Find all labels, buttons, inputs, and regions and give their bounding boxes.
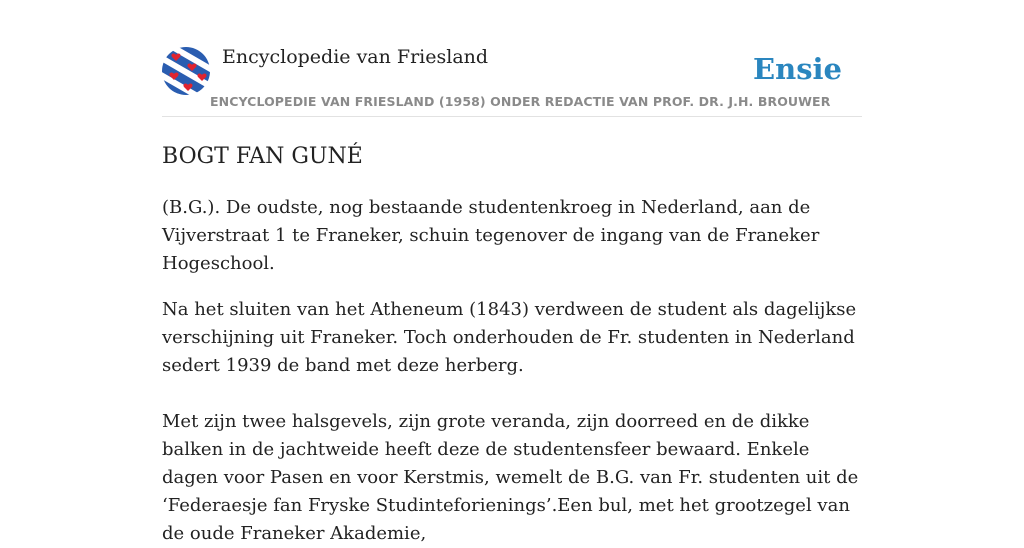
frisian-flag-icon[interactable] [162, 47, 210, 95]
brand-logo[interactable]: Ensie [753, 52, 842, 86]
page [162, 0, 862, 548]
article-paragraph: Met zijn twee halsgevels, zijn grote veranda, zijn doorreed en de dikke balken in de jachtweide heeft deze de studentensfeer bewaard. Enkele dagen voor Pasen en voor Kerstmis, wemelt de B.G. van Fr. studenten uit de ‘Federaesje fan Fryske Studinteforienings’.Een bul, met het grootzegel van de oude Franeker Akademie, [162, 411, 859, 544]
article-title: BOGT FAN GUNÉ [162, 144, 363, 169]
site-title[interactable]: Encyclopedie van Friesland [222, 46, 489, 68]
article-paragraph: Na het sluiten van het Atheneum (1843) verdween de student als dagelijkse verschijning uit Franeker. Toch onderhouden de Fr. studenten in Nederland sedert 1939 de band met deze herberg. [162, 299, 857, 376]
site-header [162, 0, 862, 117]
site-subtitle: ENCYCLOPEDIE VAN FRIESLAND (1958) ONDER REDACTIE VAN PROF. DR. J.H. BROUWER [210, 94, 831, 109]
article-paragraph: (B.G.). De oudste, nog bestaande studentenkroeg in Nederland, aan de Vijverstraat 1 te Franeker, schuin tegenover de ingang van de Franeker Hogeschool. [162, 197, 820, 274]
